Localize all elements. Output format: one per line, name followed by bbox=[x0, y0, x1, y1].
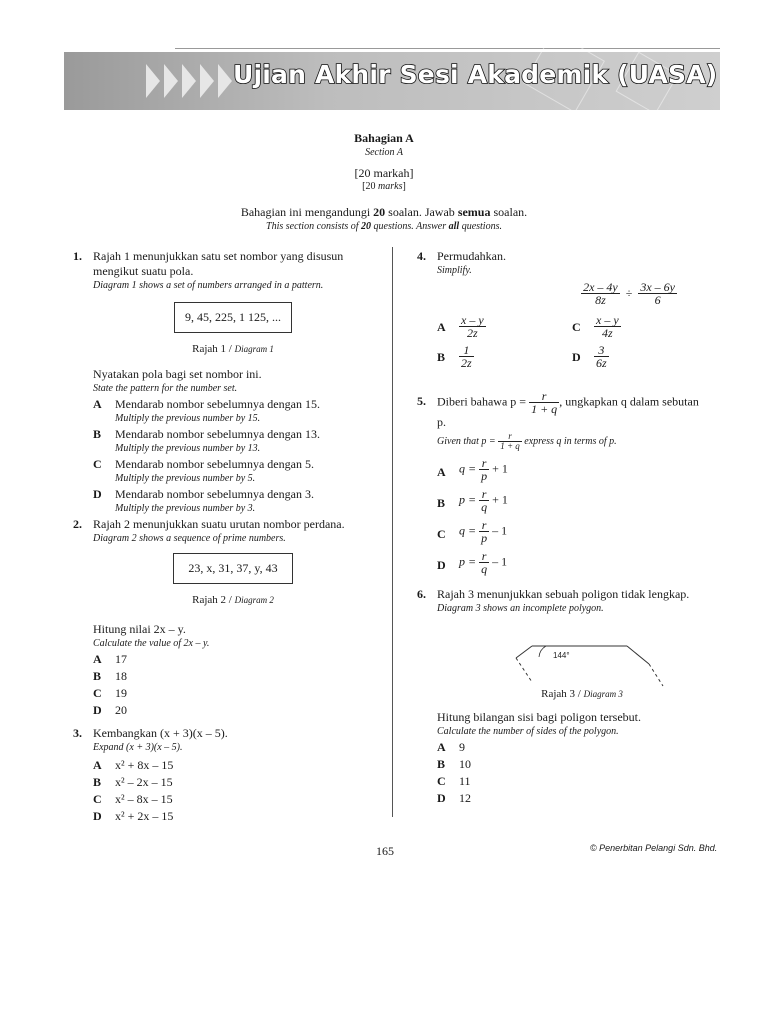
question-text-ms-cont: p. bbox=[437, 415, 446, 429]
polygon-edge-dashed bbox=[649, 664, 663, 686]
question-text-ms: Rajah 2 menunjukkan suatu urutan nombor perdana. bbox=[93, 517, 345, 531]
question-ask-en: Calculate the number of sides of the polygon. bbox=[437, 726, 619, 737]
chevron-icon bbox=[200, 64, 214, 98]
question-ask-en: State the pattern for the number set. bbox=[93, 383, 238, 394]
option-a[interactable]: A 17 bbox=[93, 652, 127, 666]
option-a[interactable]: A 9 bbox=[437, 740, 465, 754]
polygon-edge bbox=[627, 646, 649, 664]
diagram-caption: Rajah 3 / Diagram 3 bbox=[541, 688, 623, 700]
option-a[interactable]: A q = $\frac{r}{p}$ + 1 bbox=[437, 456, 508, 483]
option-a[interactable]: A $\frac{x - y}{2z}$ bbox=[437, 313, 484, 340]
chevron-icon bbox=[146, 64, 160, 98]
question-text-ms: Rajah 3 menunjukkan sebuah poligon tidak lengkap. bbox=[437, 587, 690, 601]
question-number: 3. bbox=[73, 726, 82, 740]
section-marks-ms: [20 markah] bbox=[354, 166, 414, 180]
section-title-en: Section A bbox=[365, 147, 403, 158]
angle-label: 144° bbox=[553, 651, 570, 660]
chevron-icon bbox=[218, 64, 232, 98]
diagram-caption: Rajah 2 / Diagram 2 bbox=[192, 594, 274, 606]
question-3 bbox=[73, 726, 373, 824]
option-b[interactable]: B 10 bbox=[437, 757, 471, 771]
option-c[interactable]: C Mendarab nombor sebelumnya dengan 5. Multiply the previous number by 5. bbox=[93, 457, 314, 484]
question-number: 6. bbox=[417, 587, 426, 601]
option-c[interactable]: C 19 bbox=[93, 686, 127, 700]
question-1 bbox=[73, 249, 373, 515]
question-4 bbox=[417, 249, 727, 372]
option-b[interactable]: B p = $\frac{r}{q}$ + 1 bbox=[437, 487, 508, 514]
section-instructions-ms: Bahagian ini mengandungi 20 soalan. Jawab semua soalan. bbox=[240, 205, 528, 219]
chevron-icon bbox=[182, 64, 196, 98]
question-text-en: Given that p = $\frac{r}{1 + q}$ express q in terms of p. bbox=[437, 431, 617, 451]
question-text-en: Diagram 2 shows a sequence of prime numbers. bbox=[93, 533, 286, 544]
section-instructions-en: This section consists of 20 questions. Answer all questions. bbox=[266, 221, 502, 232]
question-number: 2. bbox=[73, 517, 82, 531]
column-divider bbox=[392, 247, 393, 817]
section-marks-en: [20 marks] bbox=[362, 181, 406, 192]
question-ask-ms: Hitung bilangan sisi bagi poligon tersebut. bbox=[437, 710, 641, 724]
question-number: 5. bbox=[417, 394, 426, 408]
banner-top-rule bbox=[175, 48, 720, 49]
option-d[interactable]: D Mendarab nombor sebelumnya dengan 3. Multiply the previous number by 3. bbox=[93, 487, 314, 514]
question-text-ms: Diberi bahawa p = $\frac{r}{1 + q}$ , ungkapkan q dalam sebutan bbox=[437, 389, 699, 416]
copyright-notice: © Penerbitan Pelangi Sdn. Bhd. bbox=[590, 843, 718, 853]
option-c[interactable]: C 11 bbox=[437, 774, 471, 788]
option-b[interactable]: B Mendarab nombor sebelumnya dengan 13. Multiply the previous number by 13. bbox=[93, 427, 320, 454]
question-number: 4. bbox=[417, 249, 426, 263]
question-text-ms: Permudahkan. bbox=[437, 249, 506, 263]
angle-arc bbox=[539, 646, 546, 657]
diagram-caption: Rajah 1 / Diagram 1 bbox=[192, 343, 274, 355]
option-b[interactable]: B x² – 2x – 15 bbox=[93, 775, 173, 789]
question-text-en: Expand (x + 3)(x – 5). bbox=[93, 742, 183, 753]
question-ask-ms: Hitung nilai 2x – y. bbox=[93, 622, 186, 636]
prime-sequence-box: 23, x, 31, 37, y, 43 bbox=[173, 553, 292, 584]
banner-title: Ujian Akhir Sesi Akademik (UASA) bbox=[233, 60, 718, 89]
chevron-icon bbox=[164, 64, 178, 98]
polygon-edge bbox=[516, 646, 532, 658]
option-d[interactable]: D $\frac{3}{6z}$ bbox=[572, 343, 607, 370]
option-d[interactable]: D 12 bbox=[437, 791, 471, 805]
incomplete-polygon-diagram bbox=[437, 618, 677, 690]
option-a[interactable]: A Mendarab nombor sebelumnya dengan 15. Multiply the previous number by 15. bbox=[93, 397, 320, 424]
option-c[interactable]: C x² – 8x – 15 bbox=[93, 792, 173, 806]
question-ask-en: Calculate the value of 2x – y. bbox=[93, 638, 210, 649]
section-title-ms: Bahagian A bbox=[354, 131, 414, 145]
question-5 bbox=[417, 390, 727, 580]
question-6 bbox=[417, 587, 727, 806]
question-number: 1. bbox=[73, 249, 82, 263]
option-d[interactable]: D p = $\frac{r}{q}$ – 1 bbox=[437, 549, 508, 576]
question-text-ms: Kembangkan (x + 3)(x – 5). bbox=[93, 726, 228, 740]
option-d[interactable]: D x² + 2x – 15 bbox=[93, 809, 174, 823]
question-text-en: Diagram 1 shows a set of numbers arranged in a pattern. bbox=[93, 280, 324, 291]
option-b[interactable]: B 18 bbox=[93, 669, 127, 683]
page-number: 165 bbox=[376, 844, 394, 858]
number-pattern-box: 9, 45, 225, 1 125, ... bbox=[174, 302, 292, 333]
option-c[interactable]: C q = $\frac{r}{p}$ – 1 bbox=[437, 518, 508, 545]
option-b[interactable]: B $\frac{1}{2z}$ bbox=[437, 343, 472, 370]
question-ask-ms: Nyatakan pola bagi set nombor ini. bbox=[93, 367, 262, 381]
question-2 bbox=[73, 517, 373, 718]
question-text-ms: Rajah 1 menunjukkan satu set nombor yang disusun mengikut suatu pola. bbox=[93, 249, 344, 278]
option-d[interactable]: D 20 bbox=[93, 703, 127, 717]
expression: $\frac{2x - 4y}{8z}$ ÷ $\frac{3x - 6y}{6}$ bbox=[583, 280, 675, 307]
option-c[interactable]: C $\frac{x - y}{4z}$ bbox=[572, 313, 619, 340]
question-text-en: Simplify. bbox=[437, 265, 472, 276]
option-a[interactable]: A x² + 8x – 15 bbox=[93, 758, 174, 772]
polygon-edge-dashed bbox=[516, 658, 532, 682]
question-text-en: Diagram 3 shows an incomplete polygon. bbox=[437, 603, 604, 614]
